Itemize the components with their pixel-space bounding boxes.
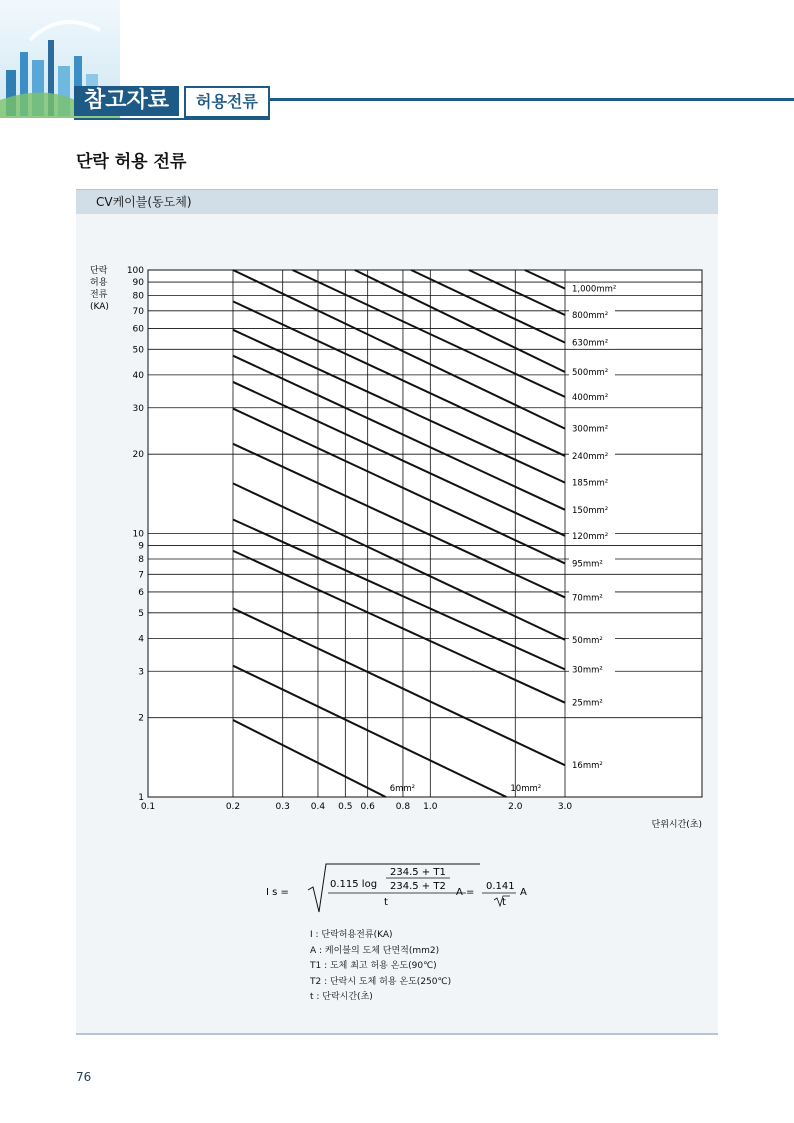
formula-rhs-numerator: 0.141 [486,881,515,892]
x-tick-label: 0.1 [140,802,156,812]
series-label: 300mm² [572,424,609,435]
x-tick-label: 0.6 [360,802,375,812]
y-tick-label: 30 [132,403,144,414]
series-label: 500mm² [572,368,609,379]
y-axis-label: (KA) [90,302,109,312]
y-tick-label: 80 [132,291,144,302]
y-tick-label: 90 [132,278,144,289]
series-label: 25mm² [572,698,603,709]
formula-legend [310,928,451,1006]
legend-item: T1 : 도체 최고 허용 온도(90℃) [310,961,437,971]
header-subtitle: 허용전류 [184,86,270,118]
x-tick-label: 0.5 [338,802,353,812]
y-tick-label: 100 [126,266,144,276]
page-number: 76 [76,1070,92,1084]
series-label: 400mm² [572,392,609,403]
series-label: 800mm² [572,310,609,321]
series-label: 50mm² [572,635,603,646]
legend-item: t : 단락시간(초) [310,992,373,1002]
y-tick-label: 3 [138,667,144,678]
y-tick-label: 1 [138,793,144,803]
y-tick-label: 70 [132,306,144,317]
x-axis-label: 단위시간(초) [651,820,702,830]
series-label: 150mm² [572,505,609,516]
legend-item: T2 : 단락시 도체 허용 온도(250℃) [310,976,452,987]
header-rule [270,98,794,101]
series-label: 16mm² [572,761,603,772]
formula-lhs: I s = [266,887,289,898]
y-tick-label: 60 [132,324,144,335]
y-tick-label: 50 [132,345,144,356]
y-tick-label: 6 [138,587,144,598]
series-label: 185mm² [572,478,609,489]
y-tick-label: 5 [138,608,144,619]
series-label: 630mm² [572,338,609,349]
formula-frac-numerator: 234.5 + T1 [390,867,446,878]
formula-coefficient: 0.115 log [330,879,378,890]
page-number-badge [64,1062,98,1096]
y-tick-label: 20 [132,450,144,461]
legend-item: I : 단락허용전류(KA) [310,930,393,940]
x-tick-label: 0.3 [275,802,290,812]
section-title: 단락 허용 전류 [76,152,187,172]
formula-under: t [384,897,388,908]
y-axis-label: 허용 [90,278,108,288]
formula-frac-denominator: 234.5 + T2 [390,881,446,892]
y-tick-label: 7 [138,570,144,581]
formula-rhs-denominator: t [502,897,506,908]
y-tick-label: 10 [132,529,144,540]
formula [260,860,590,920]
y-tick-label: 40 [132,370,144,381]
series-label: 10mm² [510,784,542,794]
series-label: 95mm² [572,559,603,570]
x-tick-label: 0.2 [225,802,241,812]
x-tick-label: 1.0 [423,802,438,812]
header-underline [74,118,270,120]
formula-rhs-tail: A [520,887,527,898]
y-axis-label: 단락 [90,266,108,276]
x-tick-label: 3.0 [557,802,573,812]
x-tick-label: 0.8 [395,802,411,812]
x-tick-label: 2.0 [508,802,523,812]
header-title: 참고자료 [74,86,179,116]
series-label: 120mm² [572,531,609,542]
series-label: 1,000mm² [572,284,617,295]
y-tick-label: 4 [138,634,144,645]
short-circuit-chart [76,189,718,849]
y-tick-label: 8 [138,555,144,566]
series-label: 6mm² [389,784,416,794]
series-label: 240mm² [572,451,609,462]
panel-title: CV케이블(동도체) [96,195,192,209]
y-tick-label: 9 [138,541,144,552]
y-tick-label: 2 [138,713,144,724]
x-tick-label: 0.4 [310,802,326,812]
series-label: 70mm² [572,593,603,604]
y-axis-label: 전류 [90,290,108,300]
formula-rhs-a: A = [456,887,475,898]
legend-item: A : 케이블의 도체 단면적(mm2) [310,945,440,956]
series-label: 30mm² [572,665,603,676]
